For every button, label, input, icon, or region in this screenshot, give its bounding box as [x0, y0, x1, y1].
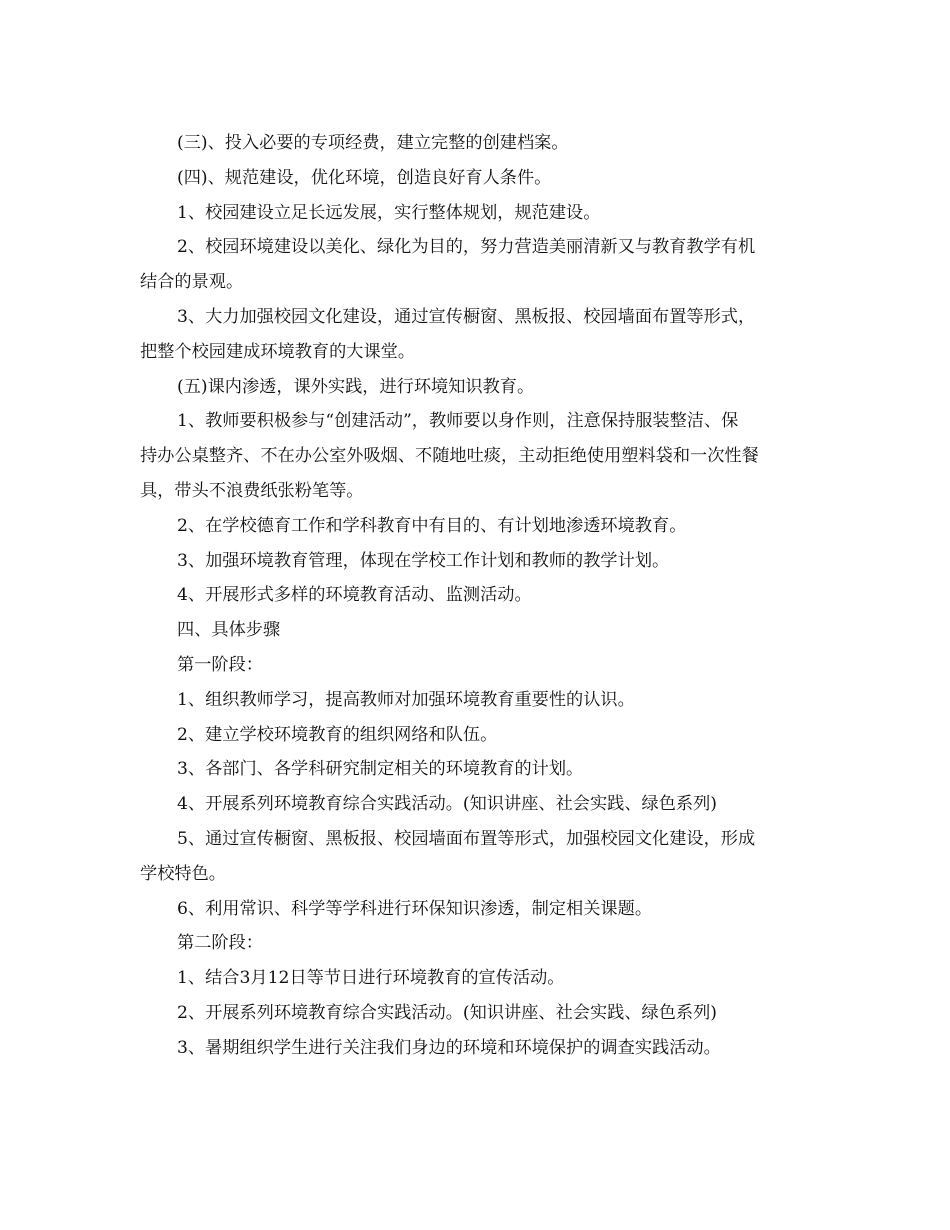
- text-line: 6、利用常识、科学等学科进行环保知识渗透，制定相关课题。: [177, 898, 653, 919]
- text-line: (五)课内渗透，课外实践，进行环境知识教育。: [177, 376, 535, 397]
- text-line: 四、具体步骤: [177, 620, 281, 641]
- text-line: (三)、投入必要的专项经费，建立完整的创建档案。: [177, 133, 569, 153]
- text-line: 持办公桌整齐、不在办公室外吸烟、不随地吐痰，主动拒绝使用塑料袋和一次性餐: [140, 446, 759, 467]
- text-line: (四)、规范建设，优化环境，创造良好育人条件。: [177, 167, 552, 188]
- text-line: 2、在学校德育工作和学科教育中有目的、有计划地渗透环境教育。: [177, 515, 687, 536]
- text-line: 1、校园建设立足长远发展，实行整体规划，规范建设。: [177, 202, 601, 223]
- text-line: 1、组织教师学习，提高教师对加强环境教育重要性的认识。: [177, 689, 635, 710]
- text-line: 第二阶段：: [177, 933, 263, 954]
- text-line: 结合的景观。: [140, 272, 244, 293]
- text-line: 3、暑期组织学生进行关注我们身边的环境和环境保护的调查实践活动。: [177, 1037, 721, 1058]
- text-line: 4、开展形式多样的环境教育活动、监测活动。: [177, 585, 532, 606]
- text-line: 1、教师要积极参与“创建活动”，教师要以身作则，注意保持服装整洁、保: [177, 411, 739, 432]
- text-line: 学校特色。: [140, 863, 226, 884]
- text-line: 4、开展系列环境教育综合实践活动。(知识讲座、社会实践、绿色系列): [177, 794, 717, 815]
- text-line: 3、各部门、各学科研究制定相关的环境教育的计划。: [177, 759, 584, 780]
- document-body: [140, 126, 812, 1066]
- text-line: 2、建立学校环境教育的组织网络和队伍。: [177, 724, 498, 745]
- text-line: 把整个校园建成环境教育的大课堂。: [140, 341, 416, 362]
- text-line: 5、通过宣传橱窗、黑板报、校园墙面布置等形式，加强校园文化建设，形成: [177, 828, 756, 849]
- text-line: 具，带头不浪费纸张粉笔等。: [140, 480, 364, 501]
- text-line: 3、大力加强校园文化建设，通过宣传橱窗、黑板报、校园墙面布置等形式，: [177, 306, 756, 327]
- text-line: 2、校园环境建设以美化、绿化为目的，努力营造美丽清新又与教育教学有机: [177, 237, 756, 258]
- text-line: 1、结合3月12日等节日进行环境教育的宣传活动。: [177, 968, 565, 989]
- text-line: 第一阶段：: [177, 654, 263, 675]
- text-line: 3、加强环境教育管理，体现在学校工作计划和教师的教学计划。: [177, 550, 670, 571]
- text-line: 2、开展系列环境教育综合实践活动。(知识讲座、社会实践、绿色系列): [177, 1002, 717, 1023]
